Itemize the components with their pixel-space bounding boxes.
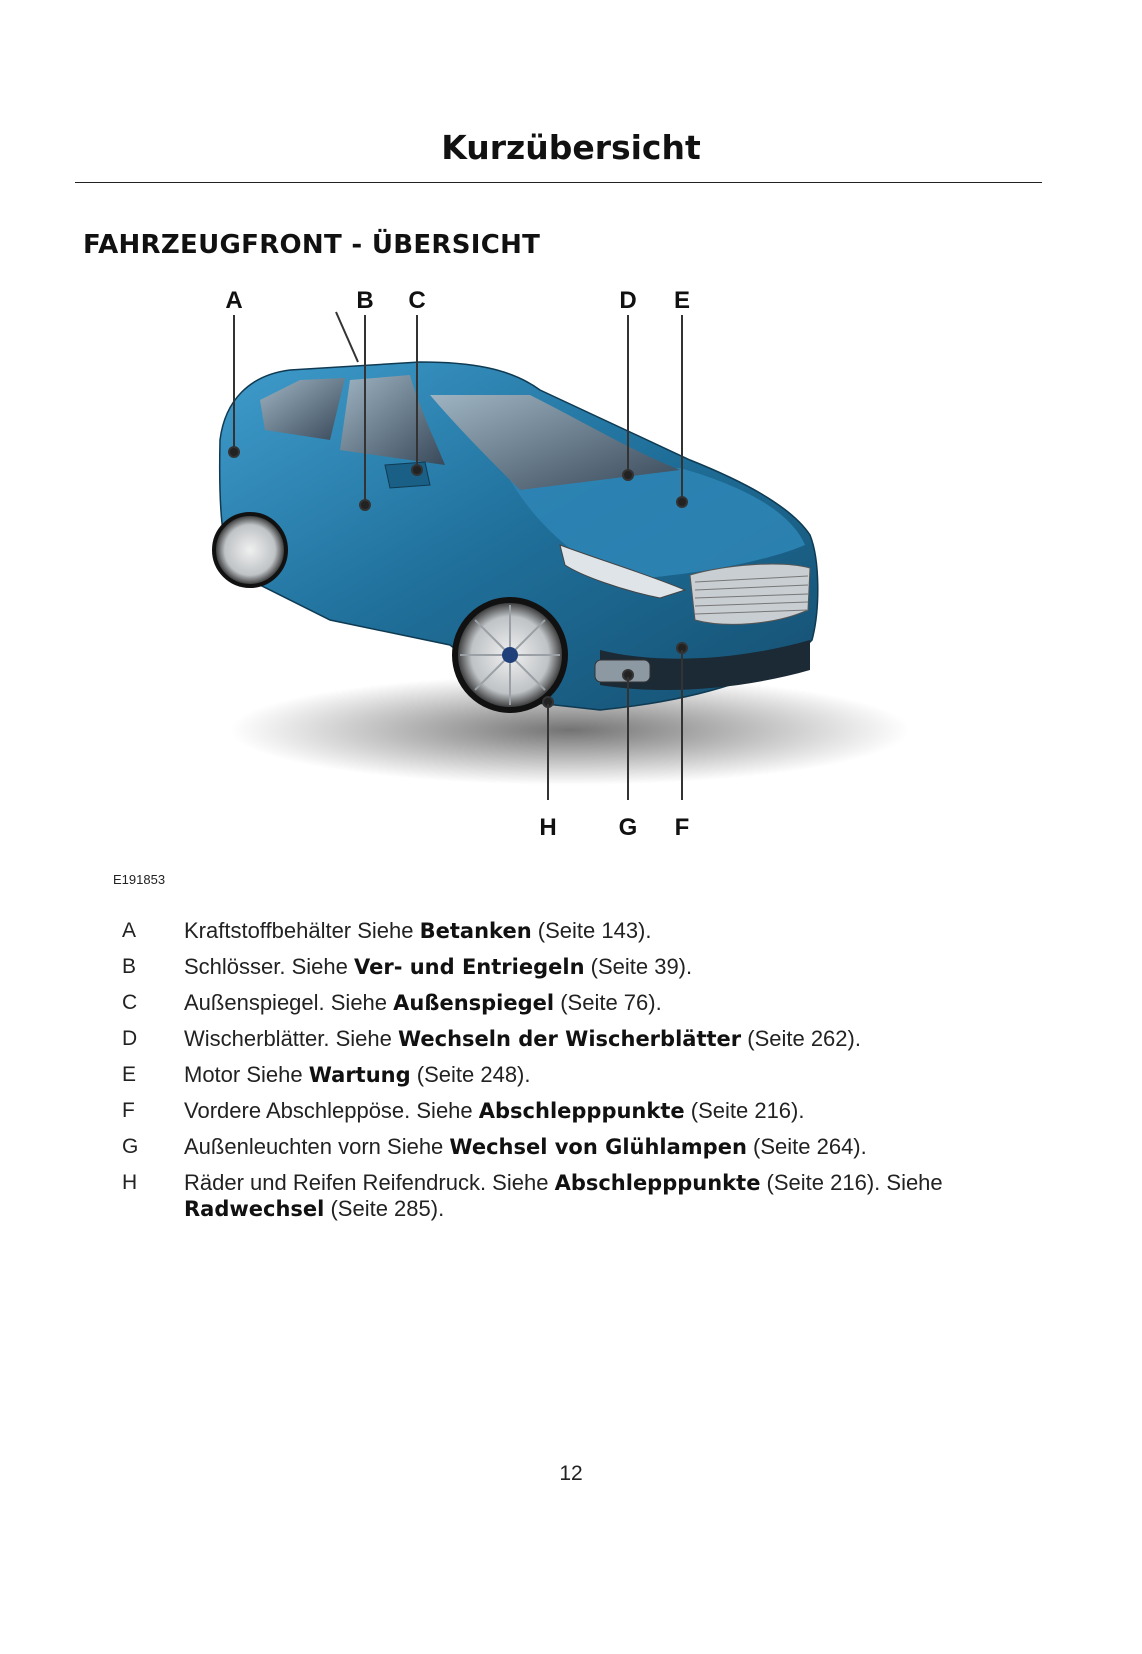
callout-d: D: [619, 290, 637, 314]
legend-text: Kraftstoffbehälter Siehe Betanken (Seite 143).: [184, 918, 652, 943]
callout-b: B: [356, 290, 374, 314]
callout-h: H: [539, 814, 557, 841]
fog-light: [595, 660, 650, 682]
callout-g: G: [618, 814, 638, 841]
reference-link[interactable]: Radwechsel: [184, 1197, 325, 1221]
legend-text: Räder und Reifen Reifendruck. Siehe Abschlepppunkte (Seite 216). Siehe Radwechsel (Seite 285).: [184, 1170, 943, 1221]
legend-letter: F: [122, 1099, 135, 1122]
title-divider: [75, 182, 1042, 183]
legend-letter: C: [122, 991, 138, 1014]
legend-list: [0, 918, 1142, 1232]
section-heading: FAHRZEUGFRONT - ÜBERSICHT: [83, 230, 541, 260]
legend-letter: D: [122, 1027, 138, 1050]
legend-text: Wischerblätter. Siehe Wechseln der Wischerblätter (Seite 262).: [184, 1026, 861, 1051]
reference-link[interactable]: Ver- und Entriegeln: [353, 955, 585, 979]
callout-c: C: [408, 290, 426, 314]
page-number: 12: [559, 1462, 583, 1485]
reference-link[interactable]: Wechsel von Glühlampen: [449, 1135, 747, 1159]
reference-link[interactable]: Außenspiegel: [393, 991, 555, 1015]
legend-item-h: [0, 1170, 1142, 1222]
reference-link[interactable]: Wartung: [308, 1063, 411, 1087]
callout-f: F: [674, 814, 690, 841]
legend-item-b: [0, 954, 1142, 980]
reference-link[interactable]: Abschlepppunkte: [478, 1099, 685, 1123]
legend-item-e: [0, 1062, 1142, 1088]
legend-text: Motor Siehe Wartung (Seite 248).: [184, 1062, 531, 1087]
car-illustration: [180, 290, 940, 880]
antenna: [336, 312, 358, 362]
side-mirror: [385, 462, 430, 488]
vehicle-front-overview-figure: [180, 290, 940, 880]
legend-item-g: [0, 1134, 1142, 1160]
legend-letter: A: [122, 919, 137, 942]
legend-item-f: [0, 1098, 1142, 1124]
reference-link[interactable]: Wechseln der Wischerblätter: [397, 1027, 742, 1051]
reference-link[interactable]: Abschlepppunkte: [554, 1171, 761, 1195]
legend-letter: E: [122, 1063, 137, 1086]
page-title: Kurzübersicht: [441, 128, 701, 167]
legend-letter: G: [122, 1135, 139, 1158]
legend-item-c: [0, 990, 1142, 1016]
legend-item-d: [0, 1026, 1142, 1052]
legend-text: Außenleuchten vorn Siehe Wechsel von Glühlampen (Seite 264).: [184, 1134, 867, 1159]
legend-text: Außenspiegel. Siehe Außenspiegel (Seite 76).: [184, 990, 662, 1015]
legend-letter: H: [122, 1171, 138, 1194]
callout-a: A: [225, 290, 243, 314]
legend-text: Vordere Abschleppöse. Siehe Abschlepppunkte (Seite 216).: [184, 1098, 805, 1123]
legend-text: Schlösser. Siehe Ver- und Entriegeln (Seite 39).: [184, 954, 693, 979]
legend-letter: B: [122, 955, 137, 978]
callout-e: E: [673, 290, 691, 314]
reference-link[interactable]: Betanken: [419, 919, 532, 943]
figure-id: E191853: [113, 872, 166, 887]
rear-wheel: [214, 514, 286, 586]
legend-item-a: [0, 918, 1142, 944]
